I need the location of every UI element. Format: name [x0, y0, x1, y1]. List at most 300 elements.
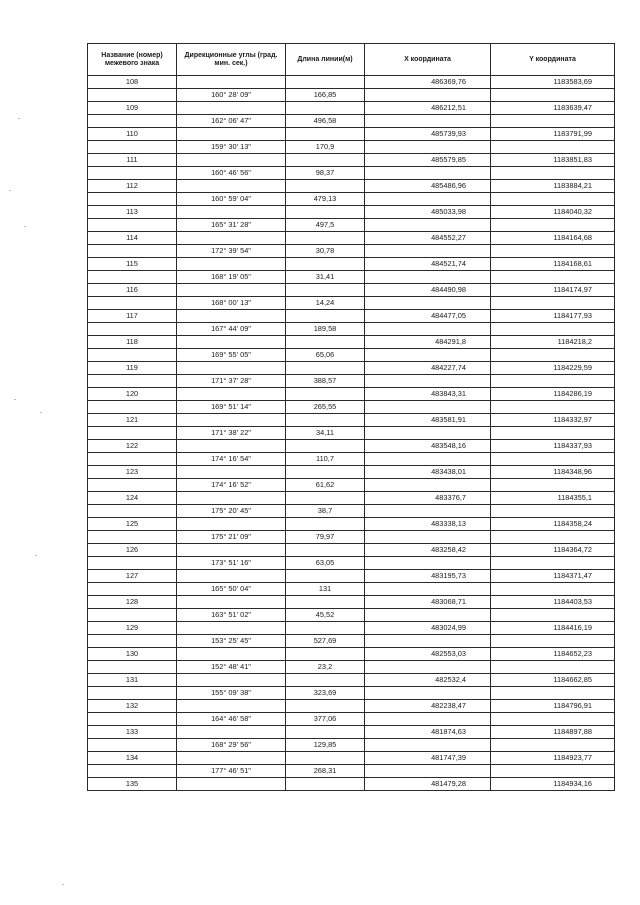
y-coordinate-cell-empty — [491, 245, 615, 258]
y-coordinate-cell-empty — [491, 661, 615, 674]
bearing-cell: 171° 38' 22" — [177, 427, 286, 440]
x-coordinate-cell: 484490,98 — [365, 284, 491, 297]
x-coordinate-cell: 482238,47 — [365, 700, 491, 713]
x-coordinate-cell-empty — [365, 323, 491, 336]
bearing-cell-empty — [177, 700, 286, 713]
y-coordinate-cell: 1183884,21 — [491, 180, 615, 193]
table-row — [88, 570, 615, 583]
y-coordinate-cell: 1183583,69 — [491, 76, 615, 89]
y-coordinate-cell-empty — [491, 219, 615, 232]
y-coordinate-cell-empty — [491, 765, 615, 778]
line-length-cell: 265,55 — [286, 401, 365, 414]
x-coordinate-cell-empty — [365, 245, 491, 258]
point-name-cell-empty — [88, 141, 177, 154]
y-coordinate-cell: 1184358,24 — [491, 518, 615, 531]
line-length-cell: 268,31 — [286, 765, 365, 778]
length-cell-empty — [286, 648, 365, 661]
x-coordinate-cell-empty — [365, 479, 491, 492]
line-length-cell: 377,06 — [286, 713, 365, 726]
x-coordinate-cell-empty — [365, 531, 491, 544]
table-row — [88, 765, 615, 778]
y-coordinate-cell: 1183791,99 — [491, 128, 615, 141]
bearing-cell-empty — [177, 258, 286, 271]
scan-speck — [35, 555, 37, 556]
bearing-cell-empty — [177, 674, 286, 687]
bearing-cell-empty — [177, 102, 286, 115]
y-coordinate-cell-empty — [491, 271, 615, 284]
table-row — [88, 141, 615, 154]
y-coordinate-cell-empty — [491, 453, 615, 466]
bearing-cell-empty — [177, 310, 286, 323]
y-coordinate-cell: 1184652,23 — [491, 648, 615, 661]
point-name-cell: 111 — [88, 154, 177, 167]
header-x-coordinate: X координата — [365, 44, 491, 76]
line-length-cell: 166,85 — [286, 89, 365, 102]
line-length-cell: 388,57 — [286, 375, 365, 388]
bearing-cell: 168° 00' 13" — [177, 297, 286, 310]
y-coordinate-cell: 1184177,93 — [491, 310, 615, 323]
point-name-cell-empty — [88, 193, 177, 206]
line-length-cell: 131 — [286, 583, 365, 596]
bearing-cell-empty — [177, 570, 286, 583]
bearing-cell-empty — [177, 388, 286, 401]
bearing-cell-empty — [177, 206, 286, 219]
length-cell-empty — [286, 622, 365, 635]
x-coordinate-cell-empty — [365, 115, 491, 128]
bearing-cell: 172° 39' 54" — [177, 245, 286, 258]
table-row — [88, 362, 615, 375]
point-name-cell-empty — [88, 687, 177, 700]
bearing-cell-empty — [177, 284, 286, 297]
point-name-cell: 115 — [88, 258, 177, 271]
line-length-cell: 61,62 — [286, 479, 365, 492]
line-length-cell: 65,06 — [286, 349, 365, 362]
x-coordinate-cell: 486212,51 — [365, 102, 491, 115]
x-coordinate-cell: 485033,98 — [365, 206, 491, 219]
x-coordinate-cell: 483068,71 — [365, 596, 491, 609]
point-name-cell: 123 — [88, 466, 177, 479]
length-cell-empty — [286, 154, 365, 167]
scan-speck — [18, 118, 20, 119]
table-row — [88, 258, 615, 271]
y-coordinate-cell-empty — [491, 167, 615, 180]
bearing-cell-empty — [177, 336, 286, 349]
x-coordinate-cell: 484552,27 — [365, 232, 491, 245]
table-header-row — [88, 44, 615, 76]
line-length-cell: 110,7 — [286, 453, 365, 466]
line-length-cell: 30,78 — [286, 245, 365, 258]
survey-sheet — [87, 43, 614, 791]
point-name-cell-empty — [88, 427, 177, 440]
y-coordinate-cell-empty — [491, 349, 615, 362]
y-coordinate-cell-empty — [491, 505, 615, 518]
x-coordinate-cell: 485579,85 — [365, 154, 491, 167]
table-row — [88, 440, 615, 453]
table-row — [88, 349, 615, 362]
y-coordinate-cell: 1184416,19 — [491, 622, 615, 635]
table-row — [88, 310, 615, 323]
point-name-cell: 127 — [88, 570, 177, 583]
x-coordinate-cell-empty — [365, 687, 491, 700]
bearing-cell: 152° 48' 41" — [177, 661, 286, 674]
table-row — [88, 700, 615, 713]
table-row — [88, 154, 615, 167]
point-name-cell: 108 — [88, 76, 177, 89]
line-length-cell: 23,2 — [286, 661, 365, 674]
y-coordinate-cell: 1184332,97 — [491, 414, 615, 427]
table-row — [88, 492, 615, 505]
bearing-cell: 174° 16' 52" — [177, 479, 286, 492]
length-cell-empty — [286, 258, 365, 271]
scan-speck — [62, 884, 64, 885]
point-name-cell-empty — [88, 609, 177, 622]
scan-speck — [14, 399, 16, 400]
y-coordinate-cell-empty — [491, 713, 615, 726]
length-cell-empty — [286, 700, 365, 713]
table-row — [88, 206, 615, 219]
point-name-cell: 131 — [88, 674, 177, 687]
y-coordinate-cell-empty — [491, 427, 615, 440]
table-row — [88, 388, 615, 401]
point-name-cell-empty — [88, 271, 177, 284]
bearing-cell: 168° 19' 05" — [177, 271, 286, 284]
bearing-cell-empty — [177, 232, 286, 245]
point-name-cell: 121 — [88, 414, 177, 427]
bearing-cell: 174° 16' 54" — [177, 453, 286, 466]
header-y-coordinate: Y координата — [491, 44, 615, 76]
y-coordinate-cell: 1184796,91 — [491, 700, 615, 713]
bearing-cell: 169° 55' 05" — [177, 349, 286, 362]
y-coordinate-cell: 1184337,93 — [491, 440, 615, 453]
line-length-cell: 63,05 — [286, 557, 365, 570]
x-coordinate-cell: 483581,91 — [365, 414, 491, 427]
point-name-cell-empty — [88, 401, 177, 414]
point-name-cell-empty — [88, 245, 177, 258]
x-coordinate-cell-empty — [365, 89, 491, 102]
bearing-cell: 173° 51' 16" — [177, 557, 286, 570]
bearing-cell-empty — [177, 154, 286, 167]
point-name-cell: 122 — [88, 440, 177, 453]
line-length-cell: 79,97 — [286, 531, 365, 544]
x-coordinate-cell: 482553,03 — [365, 648, 491, 661]
length-cell-empty — [286, 232, 365, 245]
table-row — [88, 557, 615, 570]
x-coordinate-cell: 483376,7 — [365, 492, 491, 505]
bearing-cell: 153° 25' 45" — [177, 635, 286, 648]
length-cell-empty — [286, 128, 365, 141]
table-row — [88, 713, 615, 726]
x-coordinate-cell: 481479,28 — [365, 778, 491, 791]
length-cell-empty — [286, 674, 365, 687]
y-coordinate-cell-empty — [491, 609, 615, 622]
bearing-cell: 160° 59' 04" — [177, 193, 286, 206]
table-row — [88, 232, 615, 245]
x-coordinate-cell: 483258,42 — [365, 544, 491, 557]
x-coordinate-cell: 481747,39 — [365, 752, 491, 765]
bearing-cell: 175° 21' 09" — [177, 531, 286, 544]
bearing-cell: 160° 28' 09" — [177, 89, 286, 102]
point-name-cell: 120 — [88, 388, 177, 401]
length-cell-empty — [286, 102, 365, 115]
bearing-cell-empty — [177, 726, 286, 739]
table-row — [88, 180, 615, 193]
x-coordinate-cell: 485739,93 — [365, 128, 491, 141]
y-coordinate-cell: 1183639,47 — [491, 102, 615, 115]
table-row — [88, 193, 615, 206]
table-row — [88, 531, 615, 544]
line-length-cell: 170,9 — [286, 141, 365, 154]
point-name-cell: 132 — [88, 700, 177, 713]
y-coordinate-cell-empty — [491, 687, 615, 700]
x-coordinate-cell-empty — [365, 401, 491, 414]
bearing-cell-empty — [177, 596, 286, 609]
length-cell-empty — [286, 596, 365, 609]
x-coordinate-cell: 483338,13 — [365, 518, 491, 531]
header-point-name: Название (номер) межевого знака — [88, 44, 177, 76]
header-bearing: Дирекционные углы (град. мин. сек.) — [177, 44, 286, 76]
point-name-cell: 128 — [88, 596, 177, 609]
bearing-cell-empty — [177, 414, 286, 427]
point-name-cell-empty — [88, 635, 177, 648]
point-name-cell: 135 — [88, 778, 177, 791]
point-name-cell-empty — [88, 765, 177, 778]
bearing-cell-empty — [177, 440, 286, 453]
length-cell-empty — [286, 726, 365, 739]
table-row — [88, 375, 615, 388]
x-coordinate-cell-empty — [365, 375, 491, 388]
line-length-cell: 323,69 — [286, 687, 365, 700]
bearing-cell-empty — [177, 778, 286, 791]
point-name-cell: 125 — [88, 518, 177, 531]
y-coordinate-cell: 1184218,2 — [491, 336, 615, 349]
bearing-cell-empty — [177, 76, 286, 89]
point-name-cell-empty — [88, 349, 177, 362]
x-coordinate-cell-empty — [365, 557, 491, 570]
x-coordinate-cell-empty — [365, 453, 491, 466]
x-coordinate-cell-empty — [365, 583, 491, 596]
line-length-cell: 189,58 — [286, 323, 365, 336]
bearing-cell-empty — [177, 362, 286, 375]
bearing-cell-empty — [177, 622, 286, 635]
x-coordinate-cell-empty — [365, 713, 491, 726]
point-name-cell: 112 — [88, 180, 177, 193]
y-coordinate-cell: 1184168,61 — [491, 258, 615, 271]
table-row — [88, 466, 615, 479]
point-name-cell: 109 — [88, 102, 177, 115]
length-cell-empty — [286, 778, 365, 791]
y-coordinate-cell-empty — [491, 89, 615, 102]
y-coordinate-cell-empty — [491, 557, 615, 570]
bearing-cell-empty — [177, 544, 286, 557]
point-name-cell: 116 — [88, 284, 177, 297]
length-cell-empty — [286, 206, 365, 219]
y-coordinate-cell-empty — [491, 375, 615, 388]
length-cell-empty — [286, 388, 365, 401]
table-row — [88, 76, 615, 89]
point-name-cell: 117 — [88, 310, 177, 323]
table-row — [88, 739, 615, 752]
length-cell-empty — [286, 440, 365, 453]
x-coordinate-cell-empty — [365, 271, 491, 284]
table-row — [88, 596, 615, 609]
table-row — [88, 271, 615, 284]
length-cell-empty — [286, 310, 365, 323]
point-name-cell: 114 — [88, 232, 177, 245]
y-coordinate-cell: 1184229,59 — [491, 362, 615, 375]
length-cell-empty — [286, 544, 365, 557]
line-length-cell: 479,13 — [286, 193, 365, 206]
y-coordinate-cell: 1184348,96 — [491, 466, 615, 479]
point-name-cell-empty — [88, 557, 177, 570]
table-row — [88, 752, 615, 765]
y-coordinate-cell: 1184164,68 — [491, 232, 615, 245]
bearing-cell-empty — [177, 466, 286, 479]
length-cell-empty — [286, 414, 365, 427]
x-coordinate-cell-empty — [365, 167, 491, 180]
line-length-cell: 527,69 — [286, 635, 365, 648]
y-coordinate-cell-empty — [491, 635, 615, 648]
y-coordinate-cell-empty — [491, 739, 615, 752]
point-name-cell-empty — [88, 453, 177, 466]
bearing-cell-empty — [177, 492, 286, 505]
point-name-cell-empty — [88, 661, 177, 674]
line-length-cell: 14,24 — [286, 297, 365, 310]
bearing-cell: 165° 31' 28" — [177, 219, 286, 232]
table-row — [88, 648, 615, 661]
bearing-cell: 165° 50' 04" — [177, 583, 286, 596]
length-cell-empty — [286, 752, 365, 765]
point-name-cell: 130 — [88, 648, 177, 661]
table-row — [88, 284, 615, 297]
table-row — [88, 778, 615, 791]
x-coordinate-cell-empty — [365, 661, 491, 674]
y-coordinate-cell: 1184040,32 — [491, 206, 615, 219]
y-coordinate-cell: 1184923,77 — [491, 752, 615, 765]
x-coordinate-cell-empty — [365, 427, 491, 440]
length-cell-empty — [286, 336, 365, 349]
x-coordinate-cell-empty — [365, 739, 491, 752]
table-row — [88, 544, 615, 557]
point-name-cell-empty — [88, 713, 177, 726]
y-coordinate-cell-empty — [491, 401, 615, 414]
y-coordinate-cell: 1184662,85 — [491, 674, 615, 687]
bearing-cell: 169° 51' 14" — [177, 401, 286, 414]
point-name-cell: 119 — [88, 362, 177, 375]
table-row — [88, 726, 615, 739]
x-coordinate-cell: 484291,8 — [365, 336, 491, 349]
point-name-cell: 113 — [88, 206, 177, 219]
point-name-cell-empty — [88, 479, 177, 492]
x-coordinate-cell: 484521,74 — [365, 258, 491, 271]
bearing-cell-empty — [177, 128, 286, 141]
y-coordinate-cell-empty — [491, 297, 615, 310]
length-cell-empty — [286, 362, 365, 375]
x-coordinate-cell: 483024,99 — [365, 622, 491, 635]
y-coordinate-cell: 1183851,83 — [491, 154, 615, 167]
table-row — [88, 622, 615, 635]
y-coordinate-cell-empty — [491, 115, 615, 128]
table-row — [88, 414, 615, 427]
bearing-cell: 155° 09' 38" — [177, 687, 286, 700]
x-coordinate-cell-empty — [365, 609, 491, 622]
y-coordinate-cell-empty — [491, 583, 615, 596]
table-row — [88, 102, 615, 115]
table-row — [88, 635, 615, 648]
table-row — [88, 401, 615, 414]
table-row — [88, 687, 615, 700]
bearing-cell-empty — [177, 180, 286, 193]
x-coordinate-cell-empty — [365, 219, 491, 232]
table-row — [88, 167, 615, 180]
bearing-cell: 159° 30' 13" — [177, 141, 286, 154]
bearing-cell-empty — [177, 648, 286, 661]
table-row — [88, 245, 615, 258]
point-name-cell: 134 — [88, 752, 177, 765]
x-coordinate-cell: 481874,63 — [365, 726, 491, 739]
length-cell-empty — [286, 180, 365, 193]
length-cell-empty — [286, 284, 365, 297]
line-length-cell: 31,41 — [286, 271, 365, 284]
point-name-cell-empty — [88, 115, 177, 128]
table-row — [88, 297, 615, 310]
length-cell-empty — [286, 518, 365, 531]
x-coordinate-cell: 483548,16 — [365, 440, 491, 453]
x-coordinate-cell: 483438,01 — [365, 466, 491, 479]
bearing-cell: 160° 46' 56" — [177, 167, 286, 180]
point-name-cell-empty — [88, 323, 177, 336]
bearing-cell: 168° 29' 56" — [177, 739, 286, 752]
point-name-cell: 110 — [88, 128, 177, 141]
point-name-cell-empty — [88, 89, 177, 102]
x-coordinate-cell-empty — [365, 505, 491, 518]
point-name-cell-empty — [88, 739, 177, 752]
y-coordinate-cell-empty — [491, 531, 615, 544]
table-row — [88, 674, 615, 687]
x-coordinate-cell-empty — [365, 349, 491, 362]
table-row — [88, 89, 615, 102]
bearing-cell: 167° 44' 09" — [177, 323, 286, 336]
point-name-cell: 118 — [88, 336, 177, 349]
x-coordinate-cell-empty — [365, 635, 491, 648]
bearing-cell: 162° 06' 47" — [177, 115, 286, 128]
line-length-cell: 45,52 — [286, 609, 365, 622]
length-cell-empty — [286, 466, 365, 479]
y-coordinate-cell: 1184355,1 — [491, 492, 615, 505]
x-coordinate-cell: 484227,74 — [365, 362, 491, 375]
y-coordinate-cell: 1184174,97 — [491, 284, 615, 297]
x-coordinate-cell: 484477,05 — [365, 310, 491, 323]
line-length-cell: 38,7 — [286, 505, 365, 518]
table-row — [88, 323, 615, 336]
x-coordinate-cell: 483195,73 — [365, 570, 491, 583]
bearing-cell: 164° 46' 58" — [177, 713, 286, 726]
table-row — [88, 609, 615, 622]
point-name-cell-empty — [88, 531, 177, 544]
bearing-cell-empty — [177, 518, 286, 531]
x-coordinate-cell-empty — [365, 141, 491, 154]
scan-speck — [40, 412, 42, 413]
point-name-cell: 124 — [88, 492, 177, 505]
y-coordinate-cell: 1184371,47 — [491, 570, 615, 583]
length-cell-empty — [286, 492, 365, 505]
x-coordinate-cell: 485486,96 — [365, 180, 491, 193]
x-coordinate-cell-empty — [365, 193, 491, 206]
length-cell-empty — [286, 76, 365, 89]
length-cell-empty — [286, 570, 365, 583]
line-length-cell: 497,5 — [286, 219, 365, 232]
table-row — [88, 219, 615, 232]
y-coordinate-cell: 1184403,53 — [491, 596, 615, 609]
